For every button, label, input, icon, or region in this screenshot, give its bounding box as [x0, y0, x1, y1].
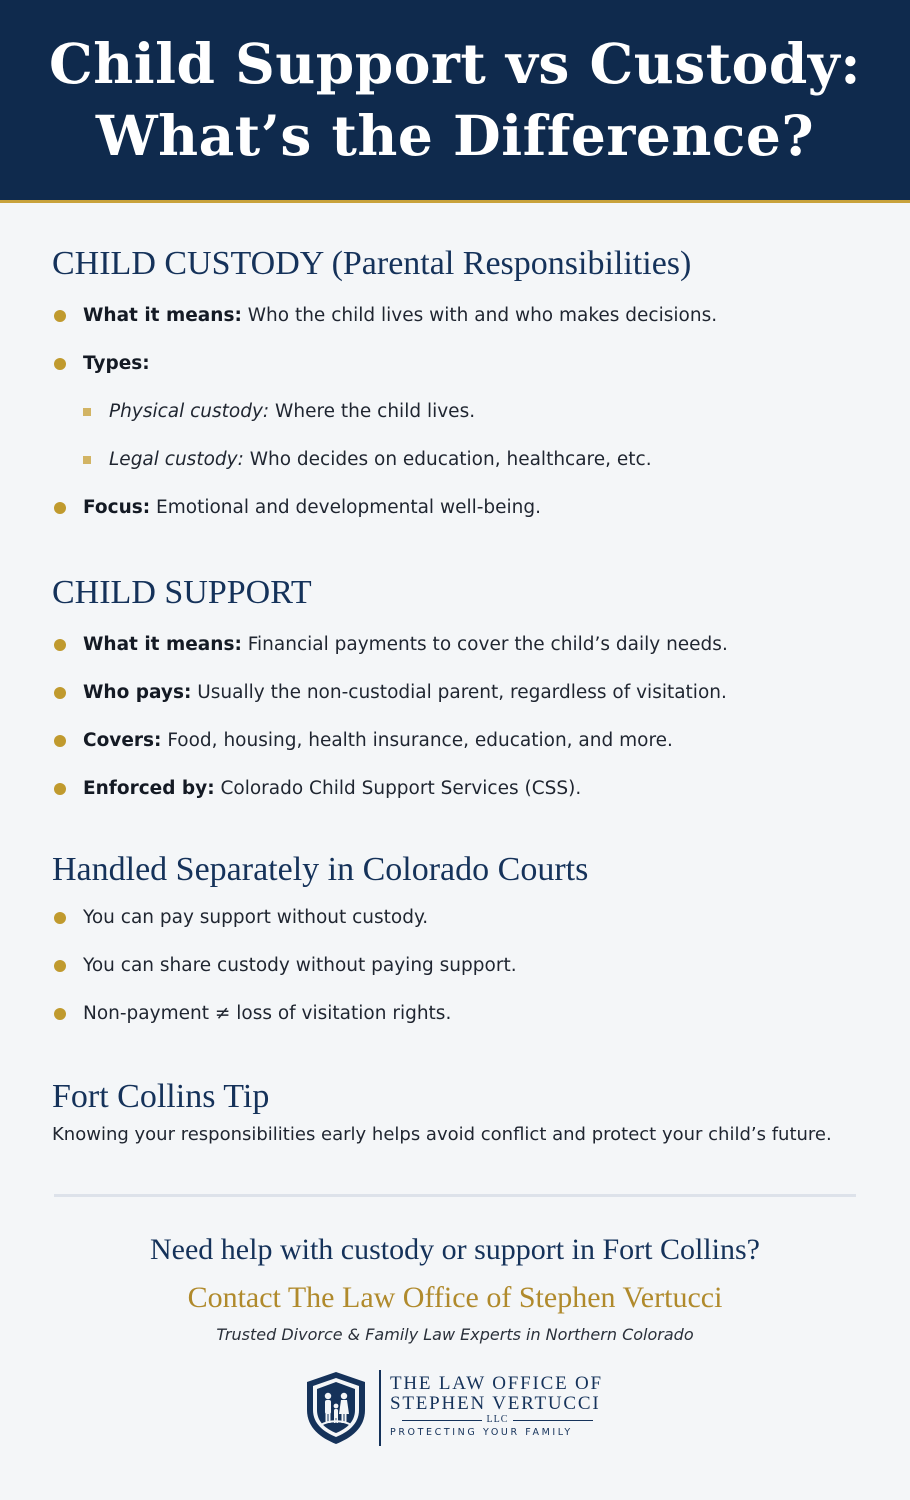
- support-heading: CHILD SUPPORT: [52, 574, 312, 611]
- list-item: You can pay support without custody.: [52, 906, 862, 954]
- separately-section: [52, 850, 862, 1050]
- custody-list: [52, 304, 862, 544]
- item-label: Types:: [83, 353, 150, 374]
- item-text: Usually the non-custodial parent, regardless of visitation.: [191, 682, 727, 703]
- tip-section: [52, 1077, 862, 1147]
- item-label: What it means:: [83, 305, 242, 326]
- item-label: Physical custody:: [109, 401, 270, 422]
- page-title: [49, 28, 861, 172]
- custody-heading: CHILD CUSTODY (Parental Responsibilities): [52, 245, 692, 282]
- item-label: Covers:: [83, 730, 162, 751]
- title-line-1: Child Support vs Custody:: [48, 31, 862, 96]
- support-section: [52, 573, 862, 825]
- title-line-2: What’s the Difference?: [95, 103, 815, 168]
- logo-line-4: PROTECTING YOUR FAMILY: [390, 1427, 573, 1438]
- list-item: You can share custody without paying support.: [52, 954, 862, 1002]
- item-label: Focus:: [83, 497, 151, 518]
- sub-list-item: [52, 400, 862, 448]
- item-text: Who decides on education, healthcare, etc.: [243, 449, 652, 470]
- firm-logo: [303, 1368, 613, 1448]
- list-item: [52, 777, 862, 825]
- item-text: Where the child lives.: [269, 401, 476, 422]
- logo-line-3: LLC: [390, 1414, 605, 1426]
- separately-heading: Handled Separately in Colorado Courts: [52, 851, 589, 888]
- item-label: Legal custody:: [109, 449, 244, 470]
- tip-heading: Fort Collins Tip: [52, 1078, 270, 1115]
- item-label: Enforced by:: [83, 778, 215, 799]
- cta-contact: Contact The Law Office of Stephen Vertucci: [187, 1281, 723, 1314]
- custody-section: [52, 244, 862, 544]
- logo-divider: [379, 1370, 381, 1446]
- item-text: Financial payments to cover the child’s daily needs.: [241, 634, 728, 655]
- item-text: Food, housing, health insurance, education, and more.: [161, 730, 673, 751]
- list-item: [52, 681, 862, 729]
- logo-line-2: STEPHEN VERTUCCI: [390, 1393, 601, 1414]
- header-banner: [0, 0, 910, 203]
- list-item: [52, 496, 862, 544]
- logo-wordmark: [390, 1374, 615, 1440]
- tip-text: Knowing your responsibilities early helps avoid conflict and protect your child’s future.: [52, 1124, 832, 1145]
- separately-list: [52, 906, 862, 1050]
- list-item: Non-payment ≠ loss of visitation rights.: [52, 1002, 862, 1050]
- list-item: [52, 352, 862, 400]
- sub-list-item: [52, 448, 862, 496]
- cta-question: Need help with custody or support in Fort Collins?: [150, 1233, 760, 1266]
- logo-line-1: THE LAW OFFICE OF: [390, 1373, 603, 1394]
- item-text: Emotional and developmental well-being.: [150, 497, 542, 518]
- item-label: What it means:: [83, 634, 242, 655]
- family-shield-icon: [303, 1370, 369, 1446]
- list-item: [52, 729, 862, 777]
- item-label: Who pays:: [83, 682, 192, 703]
- item-text: Colorado Child Support Services (CSS).: [214, 778, 582, 799]
- list-item: [52, 304, 862, 352]
- section-divider: [54, 1194, 856, 1197]
- item-text: Who the child lives with and who makes decisions.: [241, 305, 718, 326]
- support-list: [52, 633, 862, 825]
- list-item: [52, 633, 862, 681]
- cta-tagline: Trusted Divorce & Family Law Experts in Northern Colorado: [216, 1325, 694, 1344]
